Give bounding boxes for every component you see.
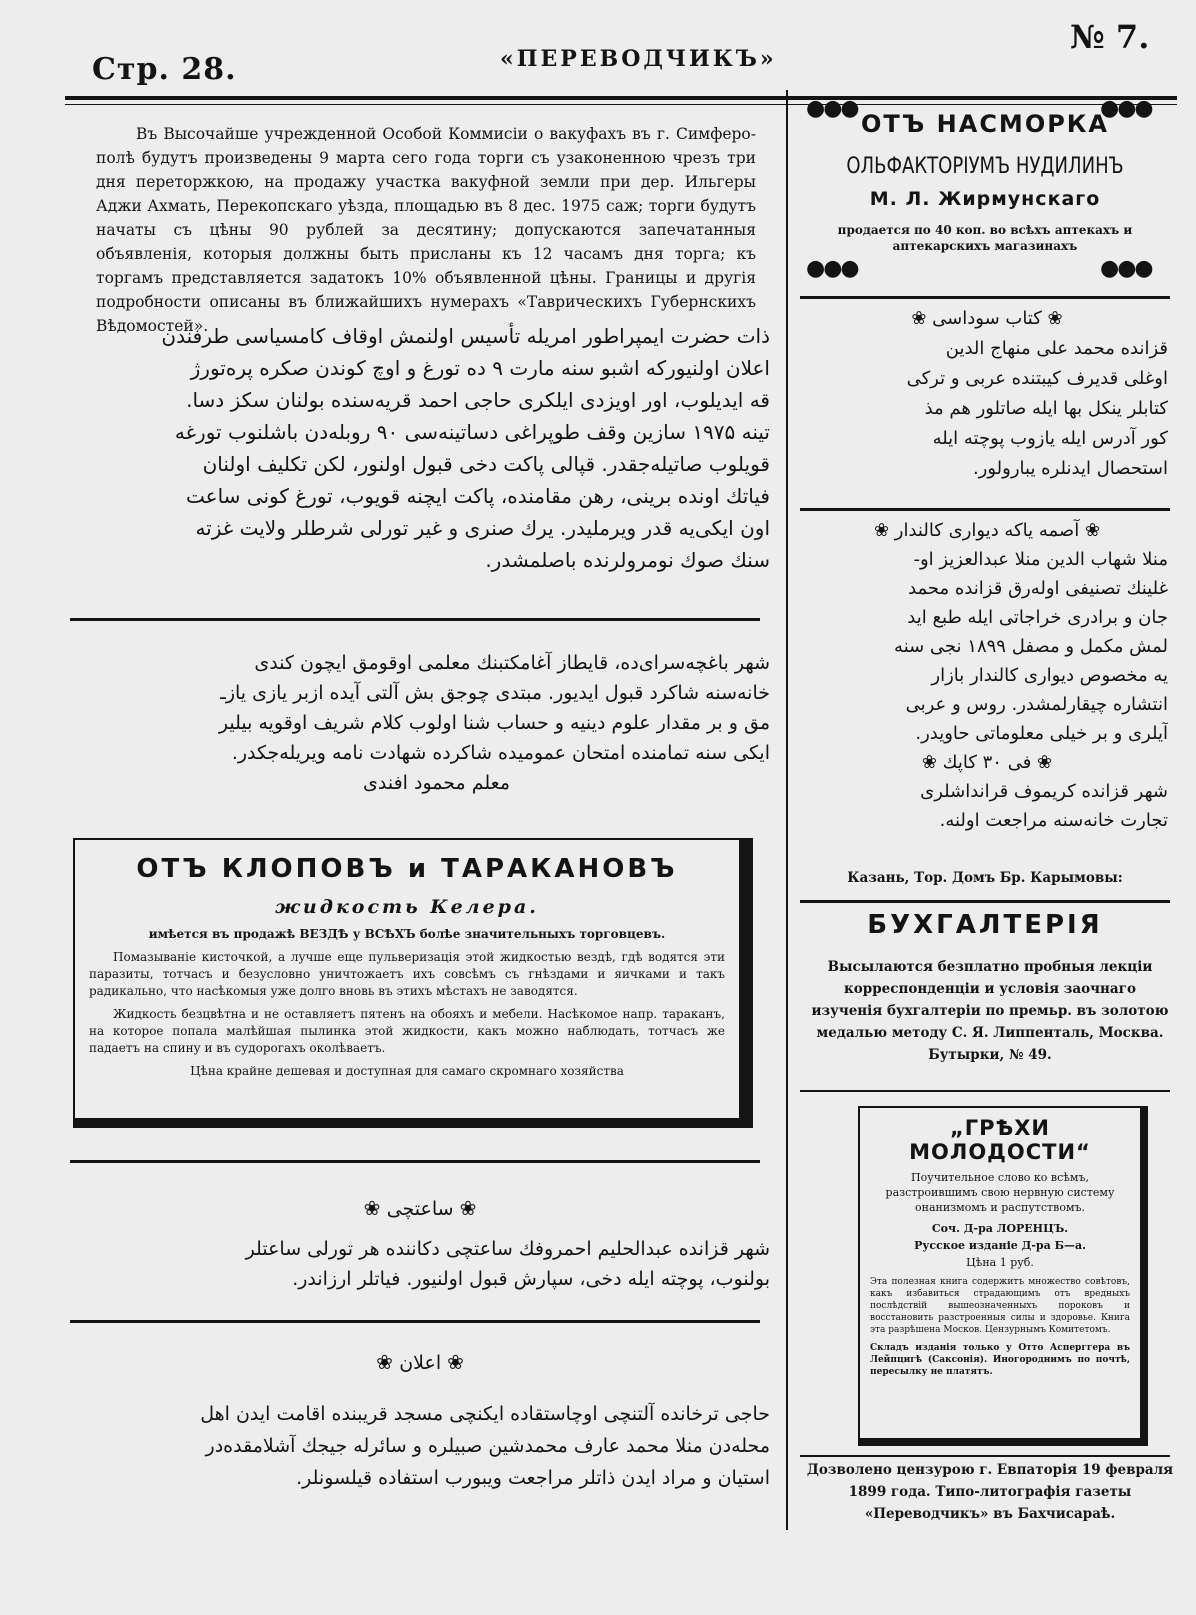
text-line: آيلرى و بر خيلى معلوماتى حاويدر. <box>915 723 1168 744</box>
ornament-icon: ❀ <box>873 520 895 541</box>
grehi-depot: Складъ изданія только у Отто Асперггера въ Лейпцигѣ (Саксонія). Иногороднимъ по почтѣ, пересылку не платятъ. <box>870 1343 1130 1377</box>
page-number: Стр. 28. <box>92 52 237 87</box>
text-line: شهر قزانده عبدالحليم احمروفك ساعتچى دكاننده هر تورلى ساعتلر <box>245 1238 770 1260</box>
grehi-molodosti-advertisement <box>858 1106 1148 1446</box>
vakuf-notice-russian <box>96 122 756 338</box>
calendar-heading-text: آصمه ياكه ديوارى كالندار <box>894 520 1080 541</box>
text-line: محله‌دن منلا محمد عارف محمدشين صبيلره و سائرله جيجك آشلامقده‌در <box>205 1435 770 1457</box>
section-divider <box>800 508 1170 511</box>
section-divider <box>70 1160 760 1163</box>
text-line: ذات حضرت ايمپراطور امريله تأسيس اولنمش اوقاف كامسياسى طرفندن <box>161 324 770 348</box>
text-line: يه مخصوص ديوارى كالندار بازار <box>931 665 1168 686</box>
text-line: اعلان اولنيوركه اشبو سنه مارت ۹ ده تورغ و اوچ كوندن صكره پره‌تورژ <box>190 356 770 380</box>
announcement-heading-text: اعلان <box>399 1352 442 1374</box>
book-sale-heading <box>806 304 1168 334</box>
nasmork-product: ОЛЬФАКТОРІУМЪ НУДИЛИНЪ <box>846 154 1124 179</box>
school-notice <box>70 648 770 798</box>
ornament-icon: ❀ <box>376 1350 400 1374</box>
text-line: استيان و مراد ايدن ذاتلر مراجعت ويبورب استفاده قيلسونلر. <box>296 1467 770 1489</box>
ornament-icon: ❀ <box>447 1350 464 1374</box>
announcement-heading <box>330 1350 510 1374</box>
text-line: تينه ۱۹۷۵ سازين وقف طوپراغى دساتينه‌سى ۹۰ روبله‌دن باشلنوب تورغه <box>174 420 770 444</box>
wall-calendar-notice <box>806 516 1168 835</box>
nasmork-price: продается по 40 коп. во всѣхъ аптекахъ и аптекарскихъ магазинахъ <box>837 223 1133 253</box>
text-line: اوغلى قديرف كيبتنده عربى و تركى <box>906 368 1168 389</box>
bug-ad-paragraph: имѣется въ продажѣ ВЕЗДѢ у ВСѢХЪ болѣе значительныхъ торговцевъ. <box>148 927 666 941</box>
section-divider <box>800 900 1170 903</box>
dots-ornament: ●●● <box>806 256 858 281</box>
text-line: ايكى سنه تمامنده امتحان عموميده شاكرده شهادت نامه ويريله‌جكدر. <box>231 742 770 764</box>
section-divider <box>70 618 760 621</box>
censorship-imprint: Дозволено цензурою г. Евпаторія 19 февраля 1899 года. Типо-литографія газеты «Переводчикъ» въ Бахчисараѣ. <box>806 1462 1174 1522</box>
grehi-title: „ГРѢХИ МОЛОДОСТИ“ <box>909 1116 1091 1164</box>
dots-ornament: ●●● <box>1100 256 1152 281</box>
text-line: بولنوب، پوچته ايله دخى، سپارش قبول اولنيور. فياتلر ارزاندر. <box>292 1268 770 1290</box>
watchmaker-heading <box>320 1196 520 1220</box>
bug-ad-paragraph: Помазываніе кисточкой, а лучше еще пульверизація этой жидкостью вездѣ, гдѣ водятся эти паразиты, тотчасъ и безусловно уничтожаетъ ихъ совсѣмъ съ гнѣздами и яичками и такъ радикально, что насѣкомыя уже долго вновь въ этихъ мѣстахъ не заводятся. <box>89 950 725 998</box>
section-divider <box>70 1320 760 1323</box>
book-sale-heading-text: كتاب سوداسى <box>932 308 1042 329</box>
nasmork-title: ОТЪ НАСМОРКА <box>860 110 1109 138</box>
text-line: فياتك اونده برينى، رهن مقامنده، پاكت ايچنه قويوب، تورغ كونى ساعت <box>186 484 770 508</box>
text-line: مق و بر مقدار علوم دينيه و حساب شنا اولوب كلام شريف اوقويه بيلير <box>218 712 770 734</box>
text-line: سنك صوك نومرولرنده باصلمشدر. <box>485 548 770 572</box>
vakuf-notice-russian-text: Въ Высочайше учрежденной Особой Коммисіи о вакуфахъ въ г. Симферо-полѣ будутъ произведены 9 марта сего года торги съ узаконенною чрезъ три дня переторжкою, на продажу участка вакуфной земли при дер. Ильгеры Аджи Ахмать, Перекопскаго уѣзда, площадью въ 8 дес. 1975 саж; торги будутъ начаты съ цѣны 90 рублей за десятину; допускаются запечатанныя объявленія, которыя должны быть присланы къ 12 часамъ дня торга; къ торгамъ представляется задатокъ 10% объявленной цѣны. Границы и другія подробности описаны въ ближайшихъ нумерахъ «Таврическихъ Губернскихъ Вѣдомостей». <box>96 125 756 335</box>
announcement-notice <box>70 1398 770 1494</box>
calendar-price-text: فى ۳۰ كاپك <box>942 752 1032 773</box>
text-line: شهر قزانده كريموف قرانداشلرى <box>920 781 1168 802</box>
text-line: كور آدرس ايله يازوب پوچته ايله <box>932 428 1168 449</box>
ornament-icon: ❀ <box>921 752 943 773</box>
text-line: شهر باغچه‌سراى‌ده، قايطاز آغامكتبنك معلمى اوقومق ايچون كندى <box>254 652 770 674</box>
ornament-icon: ❀ <box>911 308 933 329</box>
column-separator <box>786 90 788 1530</box>
text-line: انتشاره چيقارلمشدر. روس و عربى <box>905 694 1168 715</box>
text-line: جان و برادرى خراجاتى ايله طبع ايد <box>907 607 1168 628</box>
calendar-heading <box>806 516 1168 545</box>
text-line: كتابلر ينكل بها ايله صاتلور هم مذ <box>924 398 1168 419</box>
text-line: حاجى ترخانده آلتنچى اوچاستقاده ايكنچى مسجد قريبنده اقامت ايدن اهل <box>200 1403 770 1425</box>
ornament-icon: ❀ <box>1041 308 1063 329</box>
newspaper-title: «ПЕРЕВОДЧИКЪ» <box>500 46 777 72</box>
text-line: لمش مكمل و مصفل ۱۸۹۹ نجى سنه <box>894 636 1168 657</box>
dots-ornament: ●●● <box>806 96 858 121</box>
text-line: غلينك تصنيفى اوله‌رق قزانده محمد <box>908 578 1168 599</box>
text-line: تجارت خانه‌سنه مراجعت اولنه. <box>939 810 1168 831</box>
text-line: منلا شهاب الدين منلا عبدالعزيز او- <box>913 549 1168 570</box>
text-line: قه ايديلوب، اور اويزدى ايلكرى حاجى احمد قريه‌سنده بولنان سكز دسا. <box>186 388 770 412</box>
issue-number: № 7. <box>1070 18 1150 56</box>
watchmaker-heading-text: ساعتچى <box>386 1198 454 1220</box>
text-line: استحصال ايدنلره يبارولور. <box>972 458 1168 479</box>
ornament-icon: ❀ <box>363 1196 387 1220</box>
bug-ad-subtitle: жидкость Келера. <box>275 896 539 918</box>
calendar-russian-address: Казань, Тор. Домъ Бр. Карымовы: <box>847 870 1123 886</box>
bookkeeping-title: БУХГАЛТЕРІЯ <box>867 910 1103 940</box>
text-line: قويلوب صاتيله‌جقدر. قپالى پاكت دخى قبول اولنور، لكن تكليف اولنان <box>202 452 770 476</box>
text-line: خانه‌سنه شاكرد قبول ايديور. مبتدى چوجق بش آلتى آيده ازبر يازى يازـ <box>220 682 770 704</box>
watchmaker-notice <box>70 1234 770 1294</box>
bug-ad-body <box>89 926 725 1080</box>
bug-ad-title: ОТЪ КЛОПОВЪ и ТАРАКАНОВЪ <box>136 854 678 884</box>
nasmork-advertisement <box>800 92 1170 288</box>
nasmork-maker: М. Л. Жирмунскаго <box>869 188 1101 210</box>
grehi-author: Соч. Д-ра ЛОРЕНЦЪ. <box>931 1222 1069 1235</box>
ornament-icon: ❀ <box>1031 752 1053 773</box>
bug-ad-paragraph: Цѣна крайне дешевая и доступная для самаго скромнаго хозяйства <box>190 1064 624 1078</box>
calendar-price <box>806 748 1168 777</box>
bug-liquid-advertisement <box>73 838 753 1128</box>
grehi-edition: Русское изданіе Д-ра Б—а. <box>914 1239 1086 1252</box>
section-divider <box>800 1090 1170 1092</box>
text-line: اون ايكى‌يه قدر ويرمليدر. يرك صنرى و غير تورلى شرطلر ولايت غزته <box>195 516 770 540</box>
vakuf-notice-arabic <box>70 320 770 576</box>
grehi-price: Цѣна 1 руб. <box>966 1256 1034 1269</box>
grehi-details: Эта полезная книга содержитъ множество совѣтовъ, какъ избавиться страдающимъ отъ вредныхъ послѣдствій вышеозначенныхъ пороковъ и восстановить разстроенныя силы и здоровье. Книга эта разрѣшена Москов. Цензурнымъ Комитетомъ. <box>870 1277 1130 1335</box>
text-line: قزانده محمد على منهاج الدين <box>945 338 1168 359</box>
bug-ad-paragraph: Жидкость безцвѣтна и не оставляетъ пятенъ на обояхъ и мебели. Насѣкомое напр. тараканъ, на которое попала малѣйшая пылинка этой жидкости, какъ можно наблюдать, тотчасъ же падаетъ на спину и въ судорогахъ околѣваетъ. <box>89 1007 725 1055</box>
section-divider <box>800 1455 1170 1457</box>
ornament-icon: ❀ <box>459 1196 477 1220</box>
book-sale-notice <box>806 304 1168 484</box>
school-teacher-signature: معلم محمود افندى <box>363 772 510 794</box>
section-divider <box>800 296 1170 299</box>
dots-ornament: ●●● <box>1100 96 1152 121</box>
bookkeeping-text: Высылаются безплатно пробныя лекціи корреспонденціи и условія заочнаго изученія бухгалтеріи по премьр. въ золотою медалью методу С. Я. Липпенталь, Москва. Бутырки, № 49. <box>811 959 1169 1063</box>
grehi-description: Поучительное слово ко всѣмъ, разстроившимъ свою нервную систему онанизмомъ и распутствомъ. <box>885 1171 1115 1214</box>
ornament-icon: ❀ <box>1079 520 1101 541</box>
